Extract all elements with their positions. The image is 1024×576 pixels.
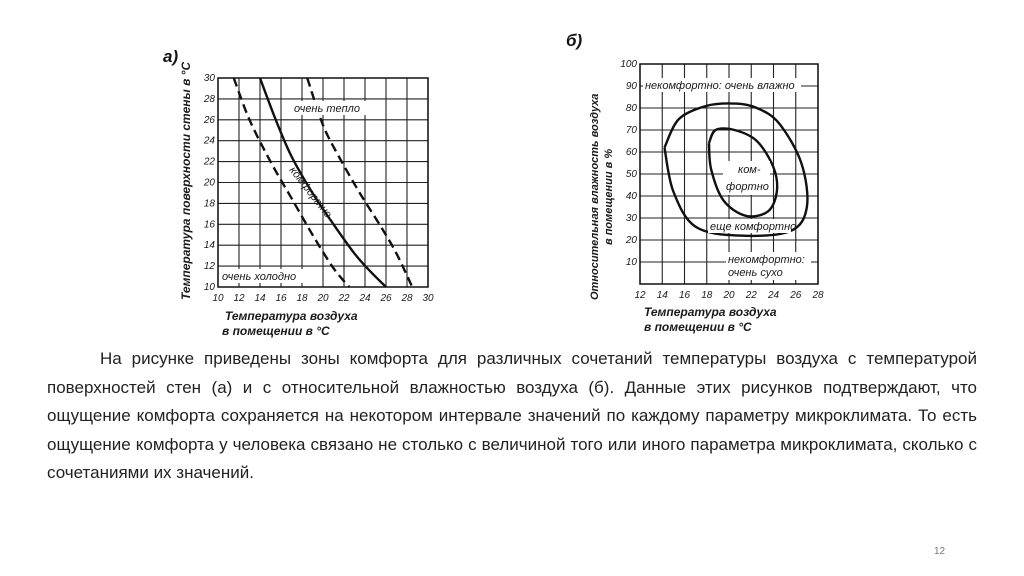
y-tick-label: 22 bbox=[203, 156, 215, 168]
x-tick-label: 14 bbox=[656, 290, 668, 301]
figure-a-x-axis-label-line1: Температура воздуха bbox=[225, 309, 358, 323]
zone-label-comfortable-b-line1: ком- bbox=[738, 164, 761, 176]
y-tick-label: 18 bbox=[203, 198, 215, 210]
y-tick-label: 10 bbox=[203, 282, 215, 293]
zone-label-uncomfortable-dry-line1: некомфортно: bbox=[728, 254, 805, 266]
y-tick-label: 12 bbox=[203, 261, 215, 273]
x-tick-label: 26 bbox=[790, 290, 802, 301]
y-tick-label: 20 bbox=[203, 177, 215, 189]
x-tick-label: 14 bbox=[254, 293, 266, 304]
x-tick-label: 18 bbox=[296, 293, 308, 304]
y-tick-label: 10 bbox=[625, 257, 637, 268]
y-tick-label: 50 bbox=[625, 169, 637, 180]
figure-b-panel-label: б) bbox=[566, 31, 583, 50]
y-tick-label: 16 bbox=[203, 219, 215, 231]
figure-a-y-axis-label: Температура поверхности стены в °С bbox=[179, 61, 193, 300]
y-tick-label: 100 bbox=[620, 59, 637, 70]
zone-label-very-cold: очень холодно bbox=[222, 271, 297, 283]
y-tick-label: 30 bbox=[625, 213, 637, 224]
y-tick-label: 26 bbox=[203, 114, 215, 126]
figure-a-panel-label: а) bbox=[163, 47, 179, 66]
x-tick-label: 16 bbox=[275, 293, 287, 304]
figure-b-y-axis-label-line1: Относительная влажность воздуха bbox=[589, 93, 601, 300]
zone-label-comfortable-b-line2: фортно bbox=[726, 181, 769, 193]
figure-b-y-axis-label-line2: в помещении в % bbox=[603, 148, 615, 245]
x-tick-label: 28 bbox=[401, 293, 413, 304]
x-tick-label: 28 bbox=[812, 290, 824, 301]
zone-label-still-comfortable: еще комфортно bbox=[710, 221, 797, 233]
y-tick-label: 14 bbox=[203, 240, 215, 252]
x-tick-label: 18 bbox=[701, 290, 713, 301]
zone-label-uncomfortable-dry-line2: очень сухо bbox=[728, 267, 783, 279]
figure-b-y-ticks bbox=[620, 59, 637, 268]
figure-b-x-ticks bbox=[634, 290, 824, 301]
y-tick-label: 28 bbox=[203, 93, 215, 105]
x-tick-label: 12 bbox=[233, 293, 245, 304]
y-tick-label: 40 bbox=[625, 191, 637, 202]
x-tick-label: 24 bbox=[767, 290, 780, 301]
y-tick-label: 24 bbox=[203, 135, 215, 147]
x-tick-label: 10 bbox=[212, 293, 224, 304]
y-tick-label: 80 bbox=[625, 103, 637, 114]
x-tick-label: 22 bbox=[745, 290, 757, 301]
x-tick-label: 12 bbox=[634, 290, 646, 301]
x-tick-label: 20 bbox=[723, 290, 735, 301]
x-tick-label: 22 bbox=[338, 293, 350, 304]
body-paragraph: На рисунке приведены зоны комфорта для различных сочетаний температуры воздуха с температурой поверхностей стен (а) и с относительной влажностью воздуха (б). Данные этих рисунков подтверждают, что ощущение комфорта сохраняется на некотором интервале значений по каждому параметру микроклимата. То есть ощущение комфорта у человека связано не столько с величиной того или иного параметра микроклимата, сколько с сочетаниями их значений. bbox=[47, 349, 977, 482]
x-tick-label: 30 bbox=[422, 293, 434, 304]
x-tick-label: 26 bbox=[380, 293, 392, 304]
y-tick-label: 70 bbox=[625, 125, 637, 136]
y-tick-label: 20 bbox=[625, 235, 637, 246]
figure-b-x-axis-label-line2: в помещении в °С bbox=[644, 320, 752, 334]
y-tick-label: 30 bbox=[203, 73, 215, 84]
y-tick-label: 60 bbox=[625, 147, 637, 158]
figure-a-x-axis-label-line2: в помещении в °С bbox=[222, 324, 330, 338]
y-tick-label: 90 bbox=[625, 81, 637, 92]
zone-label-comfortable-a: комфортно bbox=[286, 164, 335, 221]
zone-label-uncomfortable-wet: некомфортно: очень влажно bbox=[645, 80, 795, 92]
figure-b-x-axis-label-line1: Температура воздуха bbox=[644, 305, 777, 319]
page-number: 12 bbox=[934, 546, 946, 557]
x-tick-label: 20 bbox=[317, 293, 329, 304]
zone-label-very-warm: очень тепло bbox=[294, 103, 360, 115]
x-tick-label: 16 bbox=[678, 290, 691, 301]
x-tick-label: 24 bbox=[359, 293, 371, 304]
